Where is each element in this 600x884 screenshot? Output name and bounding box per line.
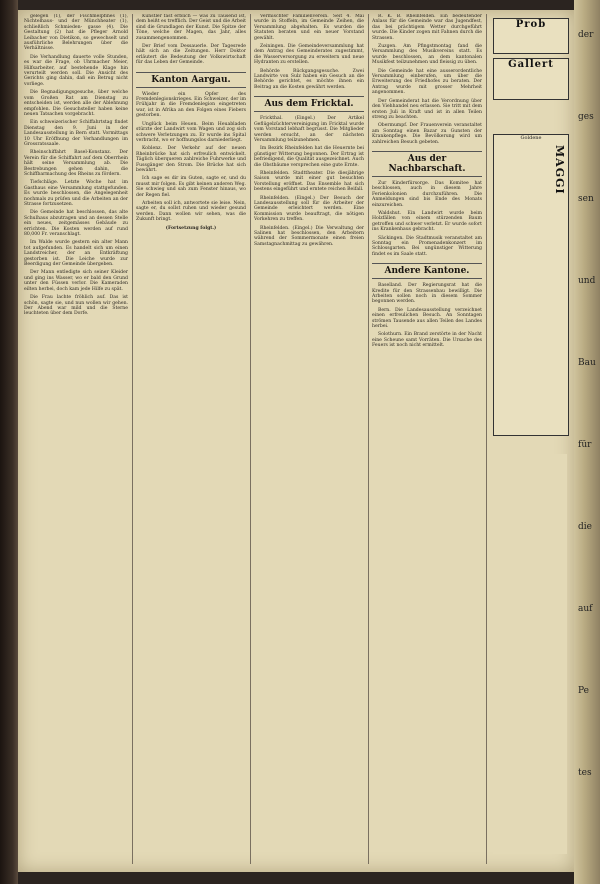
article-paragraph: Zeiningen. Die Gemeindeversammlung hat dem Antrag des Gemeinderates zugestimmt, die Wasserversorgung zu erweitern und neue Hydranten zu erstellen.	[254, 44, 364, 66]
column-rule	[250, 14, 251, 864]
article-paragraph: Rheinschiffahrt Basel-Konstanz. Der Verein für die Schiffahrt auf dem Oberrhein hält seine Versammlung ab. Die Bestrebungen gehen dahin, die Schiffbarmachung des Rheins zu fördern.	[24, 150, 128, 177]
facing-page-edge	[574, 0, 600, 884]
facing-page-text: Bau	[578, 358, 596, 368]
advertisement-side	[493, 134, 569, 436]
facing-page-text: für	[578, 440, 592, 450]
article-paragraph: Vermischter Familienverein. Seit 4. Mai wurde in Stoffeln, im Gemeinde Zeihen, die Versammlung abgehalten. Es wurden die Statuten beraten und ein neuer Vorstand gewählt.	[254, 14, 364, 41]
article-paragraph: Zur Kinderfürsorge. Das Komitee hat beschlossen, auch in diesem Jahre Ferienkolonien durchzuführen. Die Anmeldungen sind bis Ende des Monats einzureichen.	[372, 180, 482, 208]
article-paragraph: Säckingen. Die Stadtmusik veranstaltet am Sonntag ein Promenadenkonzert im Schlossgarten. Bei ungünstiger Witterung findet es im Saale statt.	[372, 235, 482, 257]
newspaper-page	[18, 10, 574, 872]
columns	[24, 14, 568, 864]
article-paragraph: Die Verhandlung dauerte volle Stunden, es war die Frage, ob Uhrmacher Meier, Hilfsarbeiter, auf bestehende Klage hin verurteilt werden soll. Die Ansicht des Gerichts ging dahin, daß ein Betrug nicht vorliege.	[24, 54, 128, 87]
facing-page-text: sen	[578, 194, 594, 204]
facing-page-text: auf	[578, 604, 593, 614]
facing-page-text: tes	[578, 768, 592, 778]
column-rule	[486, 14, 487, 864]
article-paragraph: Tiefschläge. Letzte Woche hat im Gasthaus eine Versammlung stattgefunden. Es wurde beschlossen, die Angelegenheit nochmals zu prüfen und die Arbeiten an der Strasse fortzusetzen.	[24, 180, 128, 207]
advertisement-top-2	[493, 58, 569, 100]
article-paragraph: Waldshut. Ein Landwirt wurde beim Holzfällen von einem stürzenden Baum getroffen und schwer verletzt. Er wurde sofort ins Krankenhaus gebracht.	[372, 210, 482, 233]
article-paragraph: Künstler fast erblich — was zu Tausend ist, dem heißt es trefflich. Der Geist und die Arbeit sind die Grundlagen der Kunst. Die Spitze der Töne, welche der Magen, das Jahr, alles zusammengenommen.	[136, 14, 246, 41]
heading-nachbarschaft: Aus der Nachbarschaft.	[372, 151, 482, 177]
book-cover-left	[0, 0, 18, 884]
column-rule	[368, 14, 369, 864]
column-3	[254, 14, 364, 864]
ad-vertical-brand: MAGGI	[553, 145, 566, 195]
ad-text: Goldene	[520, 135, 542, 141]
heading-andere-kantone: Andere Kantone.	[372, 263, 482, 279]
article-paragraph: Der Brief vom Dessauerle. Der Tagesrede hält sich an die Zeitungen. Herr Doktor erläutert die Bedeutung der Volkswirtschaft für das Leben der Gemeinde.	[136, 44, 246, 66]
facing-page-text: der	[578, 30, 594, 40]
article-paragraph: Obermumpf. Der Frauenverein veranstaltet am Sonntag einen Bazar zu Gunsten der Krankenpflege. Die Bevölkerung wird um zahlreichen Besuch gebeten.	[372, 123, 482, 145]
article-paragraph: Ein schweizerischer Schiffahrtstag findet Dienstag den 9. Juni in der Landesausstellung in Bern statt. Vormittags 10 Uhr Eröffnung der Verhandlungen im Grossratssaale.	[24, 120, 128, 147]
continuation-note: (Fortsetzung folgt.)	[165, 225, 217, 231]
facing-page-text: ges	[578, 112, 594, 122]
article-paragraph: Der Mann entledigte sich seiner Kleider und ging ins Wasser, wo er bald den Grund unter den Füssen verlor. Die Kameraden eilten herbei, doch kam jede Hilfe zu spät.	[24, 270, 128, 292]
article-paragraph: Frickthal. (Eingel.) Der Artikel Geflügelzüchtervereinigung im Fricktal wurde vom Vorstand lebhaft begrüsst. Die Mitglieder werden ersucht, an der nächsten Versammlung teilzunehmen.	[254, 116, 364, 143]
heading-frickthal: Aus dem Fricktal.	[254, 96, 364, 112]
article-paragraph: Solothurn. Ein Brand zerstörte in der Nacht eine Scheune samt Vorräten. Die Ursache des Feuers ist noch nicht ermittelt.	[372, 332, 482, 349]
article-paragraph: Die Gemeinde hat beschlossen, das alte Schulhaus abzutragen und an dessen Stelle ein neues, zeitgemässes Gebäude zu errichten. Die Kosten werden auf rund 80,000 Fr. veranschlagt.	[24, 210, 128, 238]
article-paragraph: Im Walde wurde gestern ein alter Mann tot aufgefunden. Es handelt sich um einen Landstreicher, der an Entkräftung gestorben ist. Die Leiche wurde zur Beerdigung der Gemeinde übergeben.	[24, 240, 128, 268]
article-paragraph: gelegen (1), der Fischmelpfines (1), Nichtelhaus- und der Münchheater (1), schließlich Schmieden- gasse (4). Die Gestaltung (2) hat die Pfleger Arnold Leibacher von Dietikon, so gewechselt und ausführliche Belehrungen über die Verhältnisse.	[24, 14, 128, 52]
article-paragraph: Die Gemeinde hat eine ausserordentliche Versammlung einberufen, um über die Erweiterung des Friedhofes zu beraten. Der Antrag wurde mit grosser Mehrheit angenommen.	[372, 68, 482, 96]
article-paragraph: Koblenz. Der Verkehr auf der neuen Rheinbrücke hat sich erfreulich entwickelt. Täglich überqueren zahlreiche Fuhrwerke und Fussgänger den Strom. Die Brücke hat sich bewährt.	[136, 146, 246, 173]
article-paragraph: Unglück beim Heuen. Beim Heuabladen stürzte der Landwirt vom Wagen und zog sich schwere Verletzungen zu. Er wurde ins Spital verbracht, wo er hoffnungslos darniederliegt.	[136, 121, 246, 143]
article-paragraph: Ich sage es dir im Guten, sagte er, und du musst mir folgen. Es gibt keinen anderen Weg. Sie schwieg und sah zum Fenster hinaus, wo der Regen fiel.	[136, 176, 246, 198]
facing-page-text: und	[578, 276, 596, 286]
article-paragraph: Arbeiten soll ich, antwortete sie leise. Nein, sagte er, du sollst ruhen und wieder gesund werden. Dann wollen wir sehen, was die Zukunft bringt.	[136, 200, 246, 223]
column-rule	[132, 14, 133, 864]
ad-text: Gallert	[508, 59, 554, 70]
article-paragraph: Rheinfelden. (Eingel.) Die Verwaltung der Salinen hat beschlossen, den Arbeitern während der Sommermonate einen freien Samstagnachmittag zu gewähren.	[254, 225, 364, 247]
column-4	[372, 14, 482, 864]
article-paragraph: Zuzgen. Am Pfingstmontag fand die Versammlung des Musikvereins statt. Es wurde beschlossen, an dem kantonalen Musikfest teilzunehmen und fleissig zu üben.	[372, 44, 482, 66]
article-paragraph: Die Begnadigungsgesuche, über welche vom Großen Rat am Dienstag zu entscheiden ist, werden alle der Ablehnung empfohlen. Die Gesuchsteller haben keine neuen Tatsachen vorgebracht.	[24, 90, 128, 117]
article-paragraph: Der Gemeinderat hat die Verordnung über den Viehhandel neu erlassen. Sie tritt mit dem ersten Juli in Kraft und ist in allen Teilen streng zu beachten.	[372, 98, 482, 120]
article-paragraph: Behörde Rückgangsgesuche. Zwei Landwirte von Sulz haben ein Gesuch an die Behörde gerichtet, es möchte ihnen ein Beitrag an die Kosten gewährt werden.	[254, 68, 364, 90]
ad-text: Prob	[515, 19, 547, 30]
article-paragraph: Rheinfelden. Stadttheater. Die diesjährige Saison wurde mit einer gut besuchten Vorstellung eröffnet. Das Ensemble hat sich bestens eingeführt und erntete reichen Beifall.	[254, 170, 364, 193]
article-paragraph: Rheinfelden. (Eingel.) Der Besuch der Landesausstellung soll für die Arbeiter der Gemeinde erleichtert werden. Eine Kommission wurde beauftragt, die nötigen Vorkehren zu treffen.	[254, 195, 364, 223]
facing-page-text: Pe	[578, 686, 589, 696]
article-paragraph: Im Bezirk Rheinfelden hat die Heuernte bei günstiger Witterung begonnen. Der Ertrag ist befriedigend, die Qualität ausgezeichnet. Auch die Obstbäume versprechen eine gute Ernte.	[254, 146, 364, 168]
article-paragraph: Bern. Die Landesausstellung verzeichnet einen erfreulichen Besuch. An Sonntagen strömen Tausende aus allen Teilen des Landes herbei.	[372, 307, 482, 330]
column-2	[136, 14, 246, 864]
advertisement-top-1	[493, 18, 569, 54]
article-paragraph: Wieder ein Opfer des Fremdenlegionskrieges. Ein Schweizer, der im Frühjahr in die Fremdenlegion eingetreten war, ist in Afrika an den Folgen eines Fiebers gestorben.	[136, 91, 246, 119]
article-paragraph: R. K. B. Rheinfelden. Ein bedeutender Anlass für die Gemeinde war das Jugendfest, das bei prächtigem Wetter durchgeführt wurde. Die Kinder zogen mit Fahnen durch die Strassen.	[372, 14, 482, 41]
heading-kanton-aargau: Kanton Aargau.	[136, 72, 246, 88]
article-paragraph: Die Frau lachte fröhlich auf. Das ist schön, sagte sie, und nun wollen wir gehen. Der Abend war mild und die Sterne leuchteten über dem Dorfe.	[24, 295, 128, 317]
advertisement-bottom	[493, 454, 567, 854]
column-1	[24, 14, 128, 864]
facing-page-text: die	[578, 522, 592, 532]
article-paragraph: Baselland. Der Regierungsrat hat die Kredite für den Strassenbau bewilligt. Die Arbeiten sollen noch in diesem Sommer begonnen werden.	[372, 283, 482, 305]
